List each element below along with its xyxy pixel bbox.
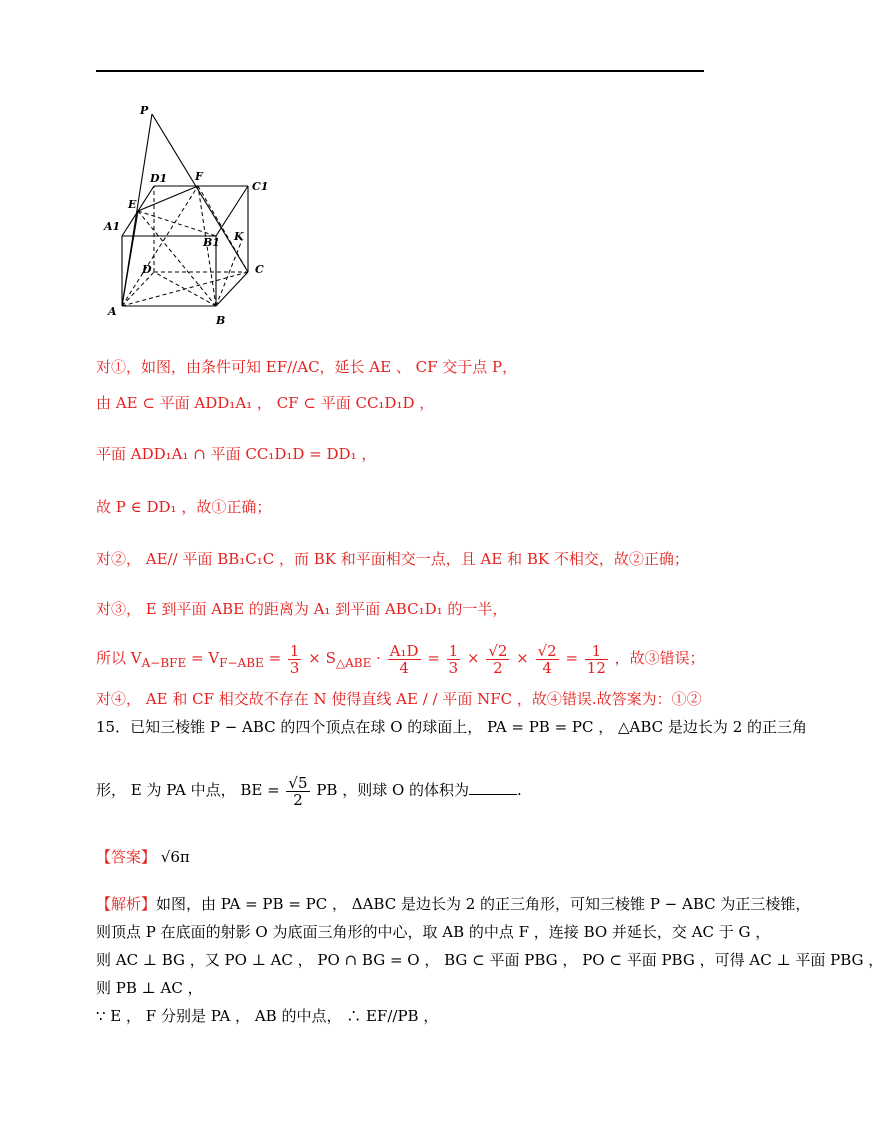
label-A1: A1 — [104, 220, 121, 233]
label-F: F — [195, 170, 203, 183]
label-A: A — [108, 305, 117, 318]
edge-B1-C1 — [216, 186, 248, 236]
analysis-line4: 则 PB ⊥ AC ， — [96, 979, 203, 997]
analysis-line2: 则顶点 P 在底面的射影 O 为底面三角形的中心，取 AB 的中点 F ，连接 BO 并延长，交 AC 于 G ， — [96, 923, 771, 941]
label-B: B — [216, 314, 226, 327]
cube-pyramid-figure — [100, 100, 290, 330]
analysis-label: 【解析】 — [96, 895, 157, 913]
analysis-line3: 则 AC ⊥ BG ，又 PO ⊥ AC ， PO ∩ BG = O ， BG ⊂ 平面 PBG ， PO ⊂ 平面 PBG ，可得 AC ⊥ 平面 PBG ， — [96, 951, 883, 969]
edge-E-F — [138, 186, 198, 211]
answer-blank — [469, 780, 517, 795]
answer-value: √6π — [160, 848, 190, 866]
sol14-line6: 对③， E 到平面 ABE 的距离为 A₁ 到平面 ABC₁D₁ 的一半， — [96, 600, 508, 618]
hidden-B-D — [154, 272, 216, 306]
sol14-line3: 平面 ADD₁A₁ ∩ 平面 CC₁D₁D = DD₁ ， — [96, 445, 377, 463]
header-rule — [96, 70, 704, 72]
label-D1: D1 — [150, 172, 168, 185]
answer-line — [96, 847, 190, 867]
analysis-line1: 【解析】如图，由 PA = PB = PC ， ΔABC 是边长为 2 的正三角形，可知三棱锥 P − ABC 为正三棱锥， — [96, 895, 811, 913]
hidden-E-B — [138, 211, 216, 306]
sol14-line8: 对④， AE 和 CF 相交故不存在 N 使得直线 AE / / 平面 NFC ，故④错误.故答案为：①② — [96, 690, 702, 708]
sol14-line1: 对①，如图，由条件可知 EF//AC，延长 AE 、 CF 交于点 P， — [96, 358, 518, 376]
analysis-line5: ∵ E ， F 分别是 PA ， AB 的中点， ∴ EF//PB ， — [96, 1007, 439, 1025]
label-C1: C1 — [252, 180, 269, 193]
label-K: K — [234, 230, 244, 243]
label-D: D — [142, 263, 152, 276]
hidden-E-B1 — [138, 211, 216, 236]
problem15-line1: 15．已知三棱锥 P − ABC 的四个顶点在球 O 的球面上， PA = PB = PC ， △ABC 是边长为 2 的正三角 — [96, 718, 808, 736]
hidden-F-C — [198, 186, 248, 272]
edge-B-C — [216, 272, 248, 306]
label-C: C — [255, 263, 264, 276]
sol14-line5: 对②， AE// 平面 BB₁C₁C ，而 BK 和平面相交一点，且 AE 和 BK 不相交，故②正确； — [96, 550, 689, 568]
hidden-B-K — [216, 240, 242, 306]
sol14-line2: 由 AE ⊂ 平面 ADD₁A₁ ， CF ⊂ 平面 CC₁D₁D ， — [96, 394, 435, 412]
edge-P-C — [152, 114, 248, 272]
edge-A-E — [122, 211, 138, 306]
answer-label: 【答案】 — [96, 848, 157, 866]
label-E: E — [128, 198, 137, 211]
label-P: P — [140, 104, 149, 117]
sol14-line4: 故 P ∈ DD₁ ，故①正确； — [96, 498, 272, 516]
sol14-line7: 所以 $V_{A-BFE} = V_{F-ABE}$ = $\frac{1}{3}$ × $S_{\triangle ABE}$ · $\frac{\text{A₁D}}{4}$ = $\frac{1}{3}$ × $\frac{√2}{2}$ × $\frac{√2}{4}$ = $\frac{1}{12}$ ，故③错误； — [96, 641, 705, 677]
problem15-line2: 形， E 为 PA 中点， BE = $\frac{√5}{2}$ PB ，则球 O 的体积为 . — [96, 773, 522, 809]
label-B1: B1 — [203, 236, 220, 249]
